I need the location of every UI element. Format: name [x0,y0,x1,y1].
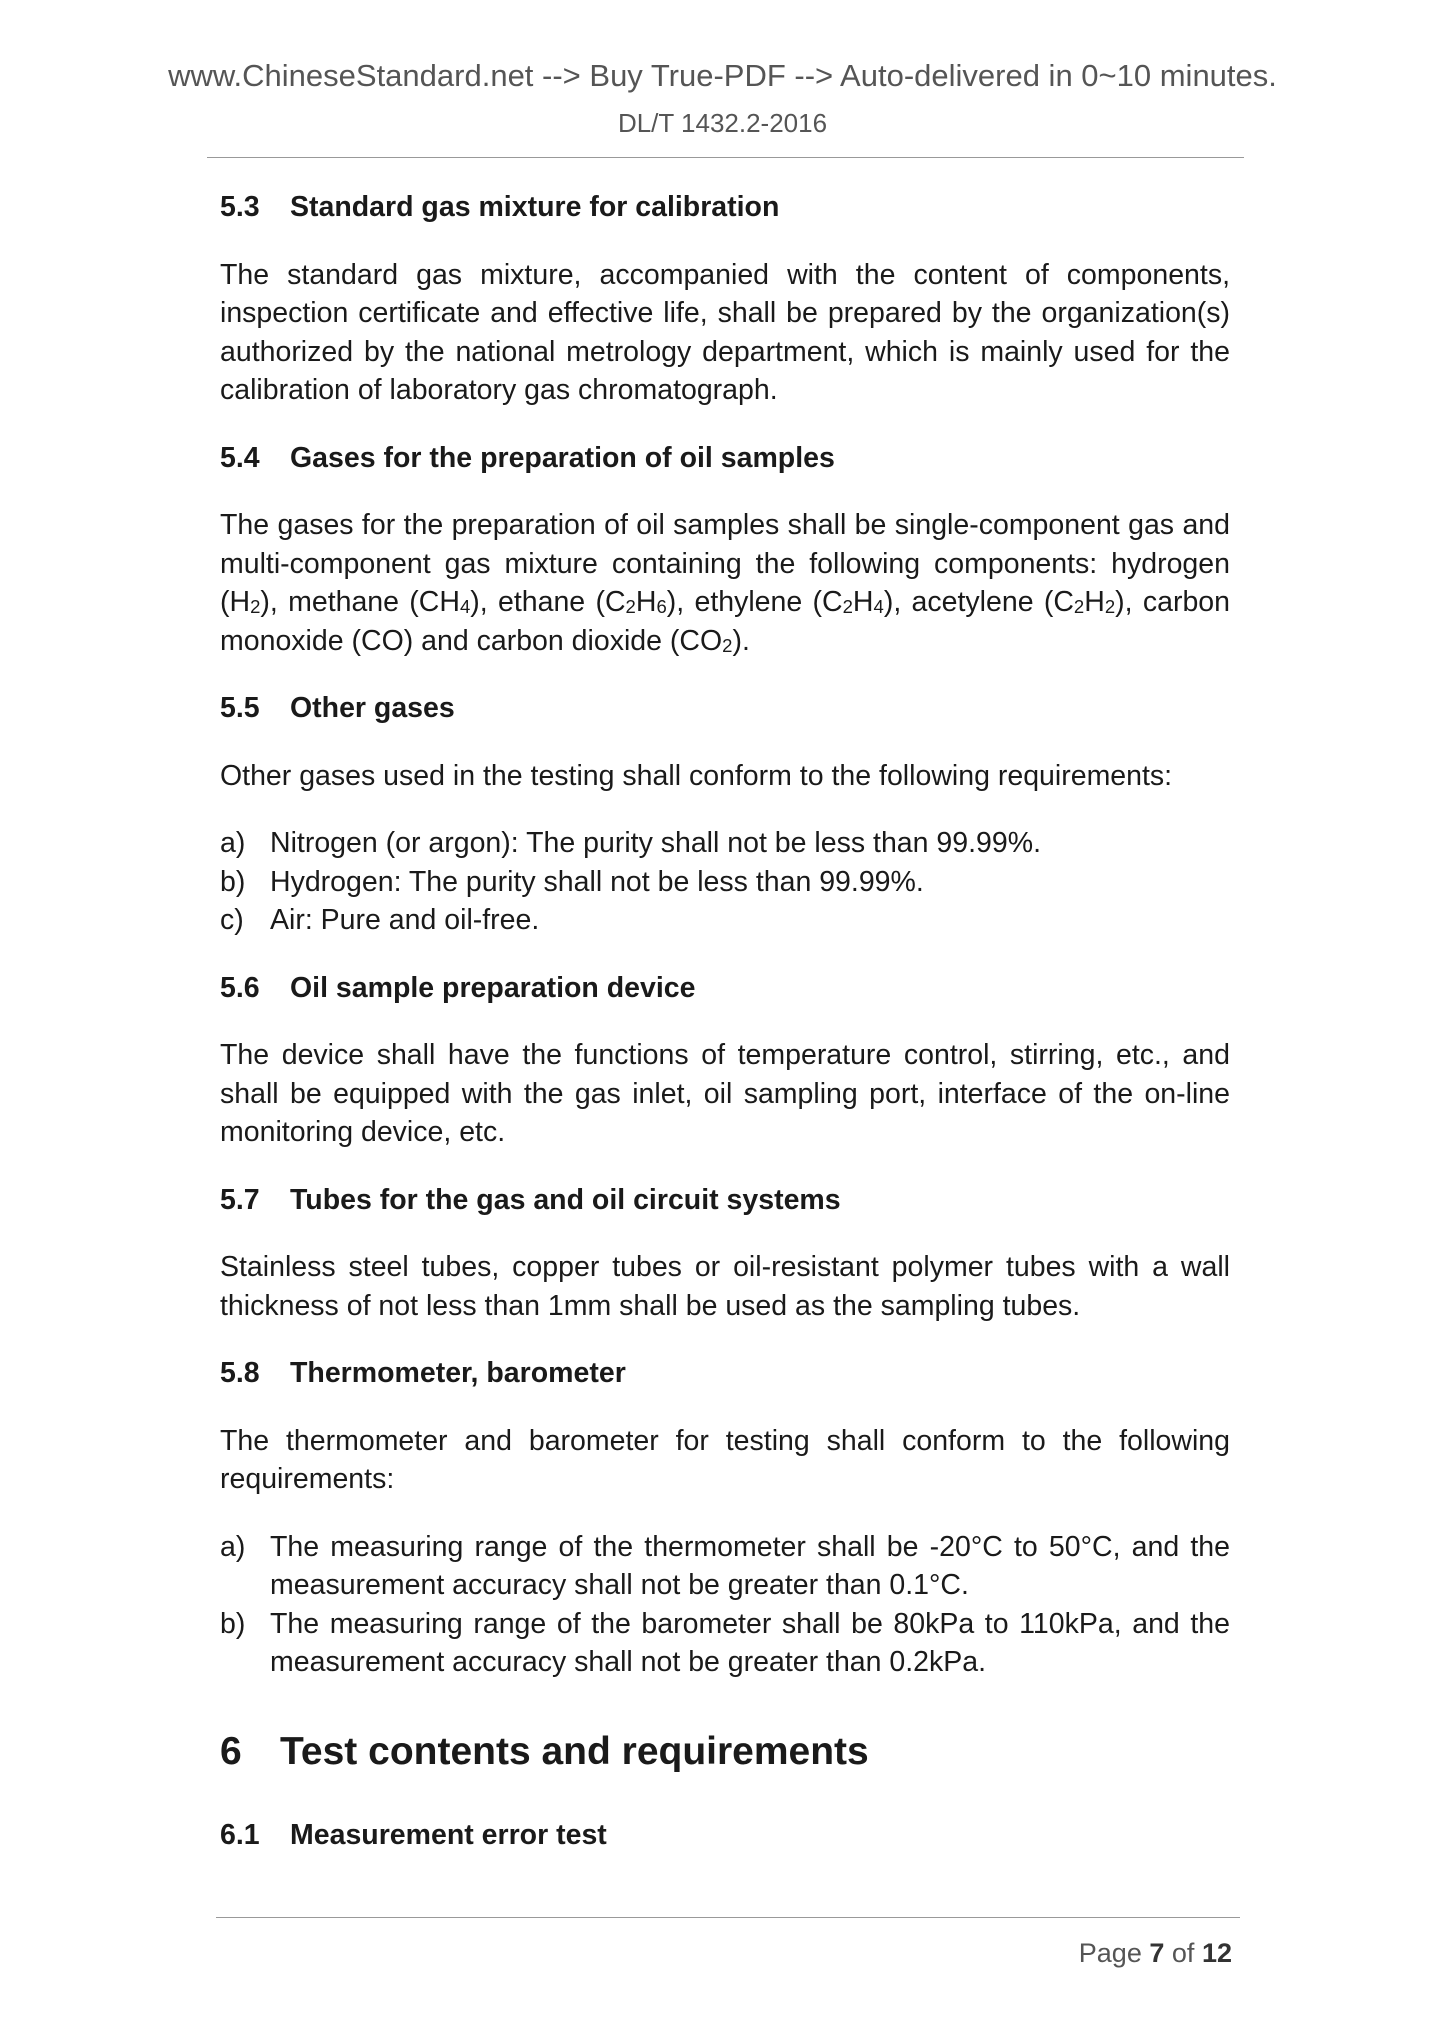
text-run: ), carbon monoxide (CO) and carbon dioxide (CO [220,586,1230,657]
list-item-text: The measuring range of the barometer shall be 80kPa to 110kPa, and the measurement accuracy shall not be greater than 0.2kPa. [270,1607,1230,1678]
section-number: 5.7 [220,1183,260,1216]
section-number: 5.3 [220,191,260,223]
section-number: 5.5 [220,692,260,724]
subscript: 2 [625,596,636,618]
section-title: Other gases [290,692,455,724]
list-item [220,901,1230,940]
section-title: Measurement error test [290,1818,607,1851]
text-run: ), ethylene (C [666,586,843,618]
text-run: ), ethane (C [470,586,626,618]
section-number: 5.8 [220,1357,260,1389]
subscript: 6 [656,596,667,618]
text-run: ). [732,624,750,657]
list-marker: c) [220,904,244,936]
list-item [220,824,1230,863]
page-total: 12 [1201,1938,1232,1968]
top-banner: www.ChineseStandard.net --> Buy True-PDF --> Auto-delivered in 0~10 minutes. [168,58,1277,93]
subscript: 2 [722,634,733,656]
subscript: 2 [1104,596,1116,618]
section-number: 5.4 [220,441,260,474]
paragraph-5-8-intro: The thermometer and barometer for testing shall conform to the following requirements: [220,1424,1230,1495]
list-item-text: Hydrogen: The purity shall not be less than 99.99%. [270,865,924,898]
page-current: 7 [1149,1938,1165,1968]
section-title: Oil sample preparation device [290,971,696,1004]
text-run: ), acetylene (C [883,586,1074,618]
section-title: Thermometer, barometer [290,1357,626,1389]
section-heading-5-8 [220,1354,1230,1393]
section-number: 6.1 [220,1818,260,1851]
document-code: DL/T 1432.2-2016 [617,108,828,138]
page-content [220,188,1230,1883]
chapter-number: 6 [220,1729,242,1773]
list-5-8 [220,1528,1230,1682]
list-item-text: Nitrogen (or argon): The purity shall not be less than 99.99%. [270,827,1041,859]
paragraph-5-4 [220,506,1230,660]
page-number [1079,1938,1232,1969]
section-title: Standard gas mixture for calibration [290,191,780,223]
page-prefix: Page [1078,1938,1142,1968]
section-title: Gases for the preparation of oil samples [290,441,835,474]
footer-divider [216,1917,1240,1918]
list-5-5 [220,824,1230,940]
list-marker: b) [220,865,246,898]
list-item [220,863,1230,902]
section-number: 5.6 [220,971,260,1004]
paragraph-5-6: The device shall have the functions of temperature control, stirring, etc., and shall be equipped with the gas inlet, oil sampling port, interface of the on-line monitoring device, etc. [220,1039,1230,1148]
list-item-text: Air: Pure and oil-free. [270,904,540,936]
paragraph-5-5-intro: Other gases used in the testing shall conform to the following requirements: [220,759,1173,792]
section-heading-5-6 [220,969,1230,1008]
section-heading-5-7 [220,1181,1230,1220]
text-run: The gases for the preparation of oil samples shall be single-component gas and multi-component gas mixture containing the following components: hydrogen (H [220,509,1230,618]
text-run: ), methane (CH [260,586,460,618]
page-of: of [1171,1938,1195,1968]
subscript: 4 [459,596,471,618]
list-item [220,1528,1230,1605]
header-divider [207,157,1244,158]
subscript: 2 [842,596,853,618]
paragraph-5-7: Stainless steel tubes, copper tubes or oil-resistant polymer tubes with a wall thickness of not less than 1mm shall be used as the sampling tubes. [220,1251,1230,1322]
subscript: 2 [1073,596,1085,618]
chapter-heading-6 [220,1728,1230,1776]
text-run: H [852,586,874,618]
section-heading-5-5 [220,689,1230,728]
subscript: 2 [250,596,261,618]
list-marker: a) [220,1530,246,1563]
section-heading-5-4 [220,439,1230,478]
paragraph-5-3: The standard gas mixture, accompanied with the content of components, inspection certificate and effective life, shall be prepared by the organization(s) authorized by the national metrology department, which is mainly used for the calibration of laboratory gas chromatograph. [220,258,1230,406]
section-heading-5-3 [220,188,1230,227]
section-title: Tubes for the gas and oil circuit systems [290,1183,841,1216]
subscript: 4 [873,596,884,618]
text-run: H [1084,586,1105,618]
list-marker: a) [220,827,246,859]
chapter-title: Test contents and requirements [280,1729,869,1773]
list-item [220,1605,1230,1682]
list-item-text: The measuring range of the thermometer shall be -20°C to 50°C, and the measurement accuracy shall not be greater than 0.1°C. [270,1530,1230,1601]
section-heading-6-1 [220,1816,1230,1855]
text-run: H [635,586,657,618]
list-marker: b) [220,1607,246,1640]
